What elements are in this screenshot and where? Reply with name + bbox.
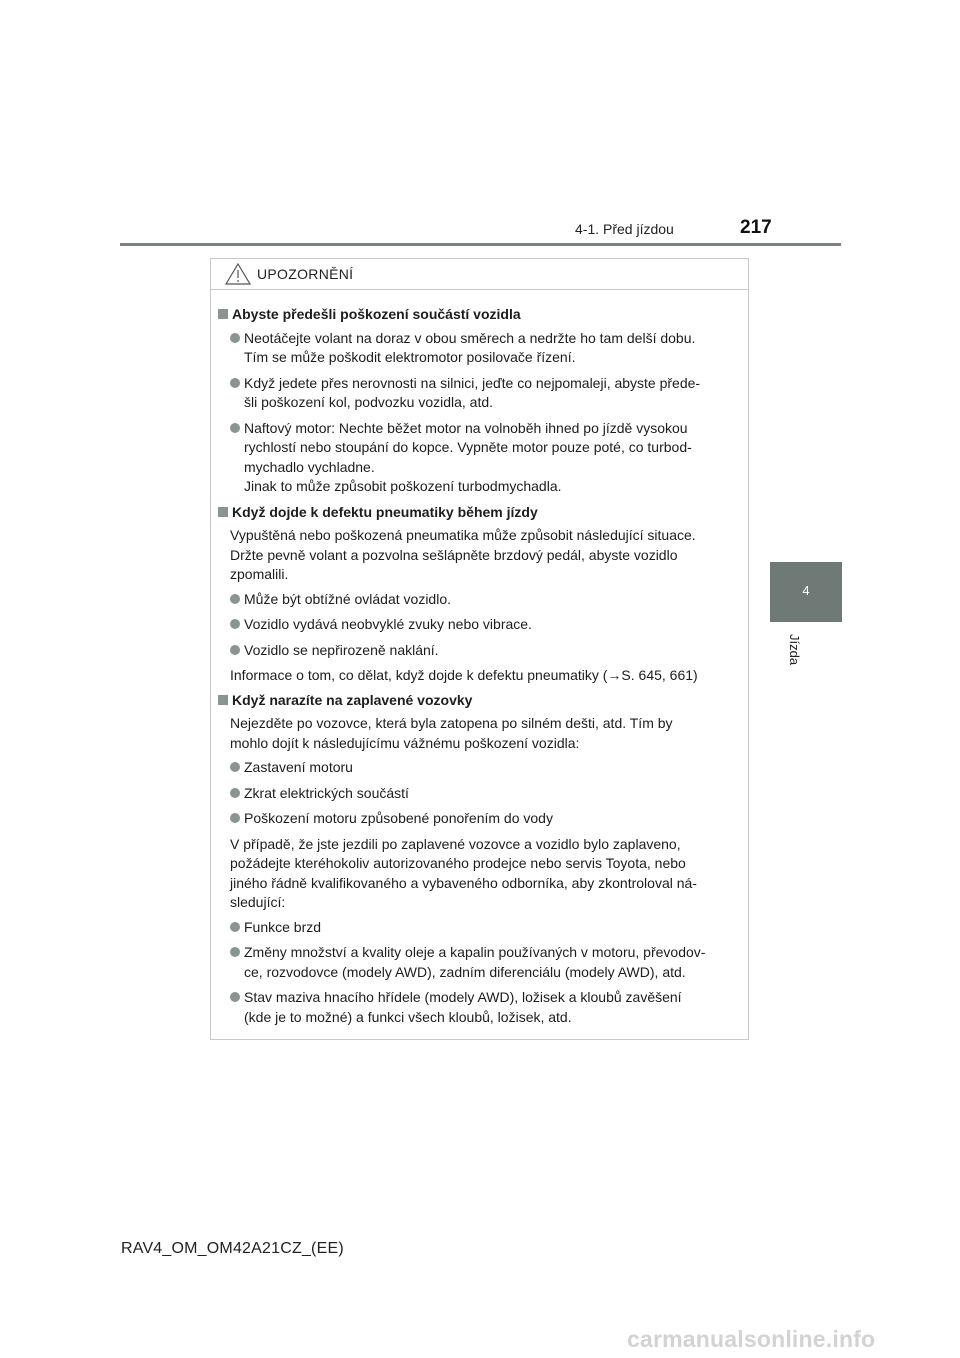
section-title-text: Když narazíte na zaplavené vozovky <box>232 691 473 708</box>
text-line: Informace o tom, co dělat, když dojde k defektu pneumatiky (→S. 645, 661) <box>230 667 698 683</box>
section-title <box>218 305 742 325</box>
round-bullet-icon <box>230 813 240 823</box>
text-line: jiného řádně kvalifikovaného a vybaveného odborníka, aby zkontroloval ná- <box>230 874 697 891</box>
header-rule <box>120 243 841 246</box>
chapter-tab-label <box>786 634 802 674</box>
round-bullet-icon <box>230 333 240 343</box>
list-item <box>218 374 742 413</box>
list-item-text <box>244 329 742 368</box>
text-line: Vozidlo se nepřirozeně naklání. <box>244 641 439 658</box>
round-bullet-icon <box>230 378 240 388</box>
round-bullet-icon <box>230 645 240 655</box>
text-line: (kde je to možné) a funkci všech kloubů, ložisek, atd. <box>244 1008 572 1025</box>
text-line: Držte pevně volant a pozvolna sešlápněte brzdový pedál, abyste vozidlo <box>230 546 678 563</box>
footer-code: RAV4_OM_OM42A21CZ_(EE) <box>121 1240 344 1257</box>
text-line: mychadlo vychladne. <box>244 458 375 475</box>
paragraph <box>218 526 742 585</box>
list-item-text <box>244 943 742 982</box>
list-item <box>218 419 742 497</box>
paragraph <box>218 714 742 753</box>
list-item <box>218 758 742 778</box>
text-line: šli poškození kol, podvozku vozidla, atd. <box>244 394 494 410</box>
section-title <box>218 503 742 523</box>
list-item-text <box>244 615 742 635</box>
list-item-text <box>244 758 742 778</box>
page-number: 217 <box>740 217 772 238</box>
square-bullet-icon <box>218 695 228 705</box>
text-line: Zkrat elektrických součástí <box>244 784 409 801</box>
text-line: sledující: <box>230 894 286 910</box>
section-title <box>218 691 742 711</box>
text-line: zpomalili. <box>230 566 289 582</box>
round-bullet-icon <box>230 762 240 772</box>
text-line: ce, rozvodovce (modely AWD), zadním diferenciálu (modely AWD), atd. <box>244 963 686 980</box>
list-item-text <box>244 988 742 1027</box>
list-item-text <box>244 374 742 413</box>
text-line: Může být obtížné ovládat vozidlo. <box>244 590 452 607</box>
section-title-text: Abyste předešli poškození součástí vozidla <box>232 306 521 322</box>
text-line: Zastavení motoru <box>244 759 353 775</box>
text-line: Vypuštěná nebo poškozená pneumatika může způsobit následující situace. <box>230 527 696 543</box>
list-item <box>218 615 742 635</box>
watermark-text: carmanualsonline.info <box>627 1326 876 1352</box>
paragraph <box>218 666 742 686</box>
list-item <box>218 943 742 982</box>
round-bullet-icon <box>230 922 240 932</box>
text-line: Jinak to může způsobit poškození turbodmychadla. <box>244 478 562 494</box>
text-line: V případě, že jste jezdili po zaplavené vozovce a vozidlo bylo zaplaveno, <box>230 835 681 852</box>
text-line: Naftový motor: Nechte běžet motor na volnoběh ihned po jízdě vysokou <box>244 419 688 436</box>
text-line: Poškození motoru způsobené ponořením do vody <box>244 810 553 826</box>
text-line: Tím se může poškodit elektromotor posilovače řízení. <box>244 349 576 365</box>
list-item <box>218 641 742 661</box>
square-bullet-icon <box>218 507 228 517</box>
warning-body <box>211 290 748 1027</box>
list-item-text <box>244 918 742 938</box>
text-line: Nejezděte po vozovce, která byla zatopena po silném dešti, atd. Tím by <box>230 715 673 731</box>
list-item-text <box>244 590 742 610</box>
text-line: Když jedete přes nerovnosti na silnici, jeďte co nejpomaleji, abyste přede- <box>244 374 701 391</box>
list-item <box>218 329 742 368</box>
list-item-text <box>244 641 742 661</box>
text-line: Funkce brzd <box>244 918 322 935</box>
text-line: mohlo dojít k následujícímu vážnému poškození vozidla: <box>230 734 580 751</box>
warning-box <box>210 258 749 1040</box>
paragraph <box>218 835 742 913</box>
text-line: Stav maziva hnacího hřídele (modely AWD), ložisek a kloubů zavěšení <box>244 989 682 1005</box>
chapter-tab: 4 <box>770 562 842 622</box>
list-item <box>218 918 742 938</box>
list-item-text <box>244 809 742 829</box>
list-item-text <box>244 419 742 497</box>
list-item <box>218 988 742 1027</box>
text-line: Změny množství a kvality oleje a kapalin používaných v motoru, převodov- <box>244 944 706 960</box>
warning-triangle-icon <box>225 263 251 285</box>
round-bullet-icon <box>230 619 240 629</box>
list-item <box>218 590 742 610</box>
section-title-text: Když dojde k defektu pneumatiky během jízdy <box>232 503 538 520</box>
list-item-text <box>244 784 742 804</box>
round-bullet-icon <box>230 992 240 1002</box>
round-bullet-icon <box>230 423 240 433</box>
text-line: Vozidlo vydává neobvyklé zvuky nebo vibrace. <box>244 616 532 632</box>
round-bullet-icon <box>230 594 240 604</box>
round-bullet-icon <box>230 788 240 798</box>
warning-header <box>211 259 748 290</box>
header-section-title: 4-1. Před jízdou <box>575 221 674 237</box>
square-bullet-icon <box>218 309 228 319</box>
chapter-label-text: Jízda <box>787 634 802 666</box>
warning-title: UPOZORNĚNÍ <box>257 266 354 282</box>
text-line: Neotáčejte volant na doraz v obou směrech a nedržte ho tam delší dobu. <box>244 329 696 346</box>
list-item <box>218 784 742 804</box>
text-line: požádejte kteréhokoliv autorizovaného prodejce nebo servis Toyota, nebo <box>230 855 686 871</box>
round-bullet-icon <box>230 947 240 957</box>
text-line: rychlostí nebo stoupání do kopce. Vypněte motor pouze poté, co turbod- <box>244 439 692 455</box>
list-item <box>218 809 742 829</box>
